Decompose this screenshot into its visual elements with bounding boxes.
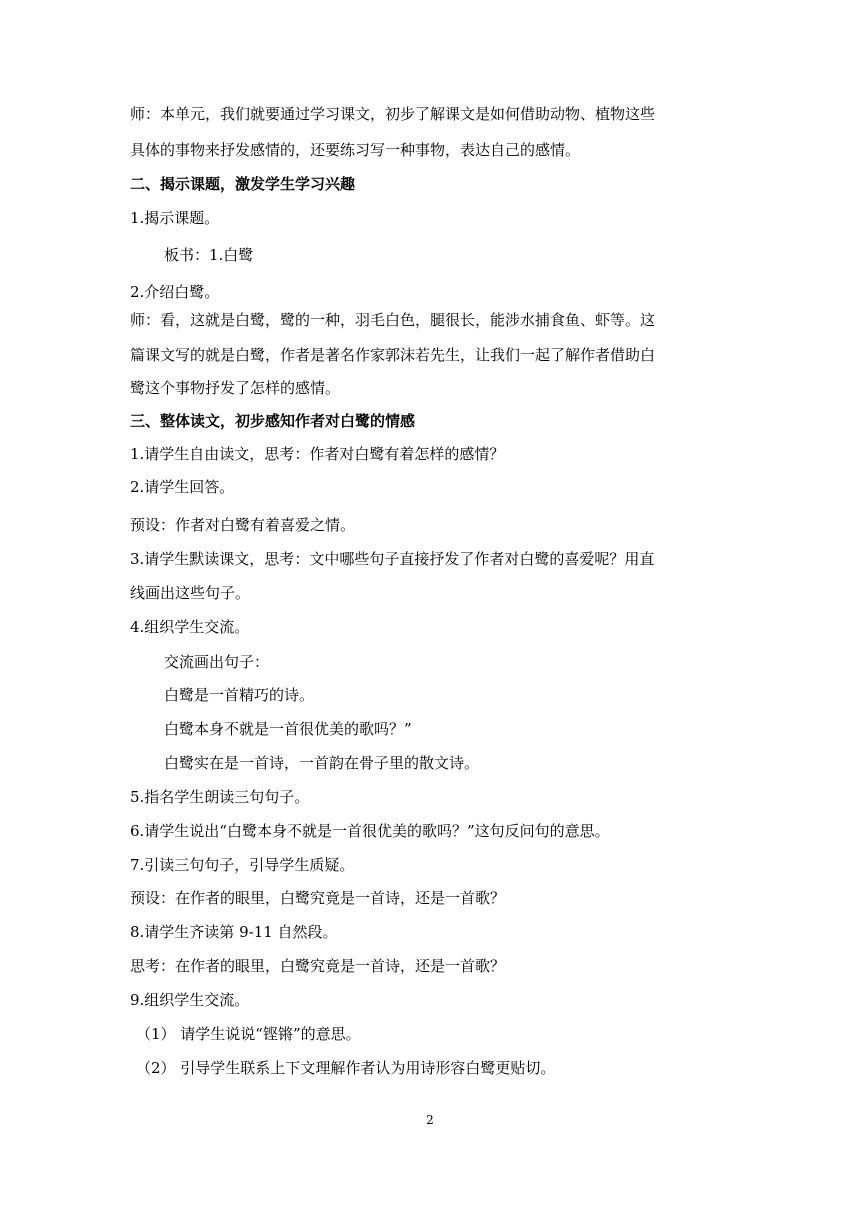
section-heading: 二、揭示课题，激发学生学习兴趣 (130, 175, 356, 193)
quote-line: 交流画出句子： (164, 653, 270, 671)
sub-list-item: （2） 引导学生联系上下文理解作者认为用诗形容白鹭更贴切。 (136, 1059, 556, 1077)
list-item: 4.组织学生交流。 (130, 618, 250, 636)
paragraph: 预设：作者对白鹭有着喜爱之情。 (130, 516, 356, 534)
list-item: 8.请学生齐读第 9-11 自然段。 (130, 923, 338, 941)
sub-list-item: （1） 请学生说说“铿锵”的意思。 (136, 1025, 361, 1043)
paragraph: 预设：在作者的眼里，白鹭究竟是一首诗，还是一首歌？ (130, 889, 506, 907)
paragraph: 师：本单元，我们就要通过学习课文，初步了解课文是如何借助动物、植物这些 (130, 105, 656, 123)
list-item: 9.组织学生交流。 (130, 991, 250, 1009)
section-heading: 三、整体读文，初步感知作者对白鹭的情感 (130, 412, 416, 430)
list-item: 2.请学生回答。 (130, 478, 235, 496)
paragraph: 具体的事物来抒发感情的，还要练习写一种事物，表达自己的感情。 (130, 141, 581, 159)
list-item: 3.请学生默读课文，思考：文中哪些句子直接抒发了作者对白鹭的喜爱呢？用直 (130, 550, 655, 568)
list-item: 7.引读三句句子，引导学生质疑。 (130, 856, 355, 874)
list-item: 6.请学生说出“白鹭本身不就是一首很优美的歌吗？”这句反问句的意思。 (130, 822, 610, 840)
list-item: 5.指名学生朗读三句句子。 (130, 788, 310, 806)
paragraph: 思考：在作者的眼里，白鹭究竟是一首诗，还是一首歌？ (130, 957, 506, 975)
board-writing: 板书：1.白鹭 (164, 246, 254, 264)
list-item: 1.揭示课题。 (130, 209, 220, 227)
paragraph: 师：看，这就是白鹭，鹭的一种，羽毛白色，腿很长，能涉水捕食鱼、虾等。这 (130, 311, 656, 329)
paragraph: 篇课文写的就是白鹭，作者是著名作家郭沫若先生，让我们一起了解作者借助白 (130, 346, 656, 364)
list-item: 2.介绍白鹭。 (130, 283, 220, 301)
paragraph: 鹭这个事物抒发了怎样的感情。 (130, 379, 341, 397)
quote-line: 白鹭本身不就是一首很优美的歌吗？” (164, 720, 412, 738)
paragraph: 线画出这些句子。 (130, 584, 251, 602)
quote-line: 白鹭实在是一首诗，一首韵在骨子里的散文诗。 (164, 754, 480, 772)
list-item: 1.请学生自由读文，思考：作者对白鹭有着怎样的感情？ (130, 445, 505, 463)
page-number: 2 (426, 1113, 434, 1127)
quote-line: 白鹭是一首精巧的诗。 (164, 686, 315, 704)
